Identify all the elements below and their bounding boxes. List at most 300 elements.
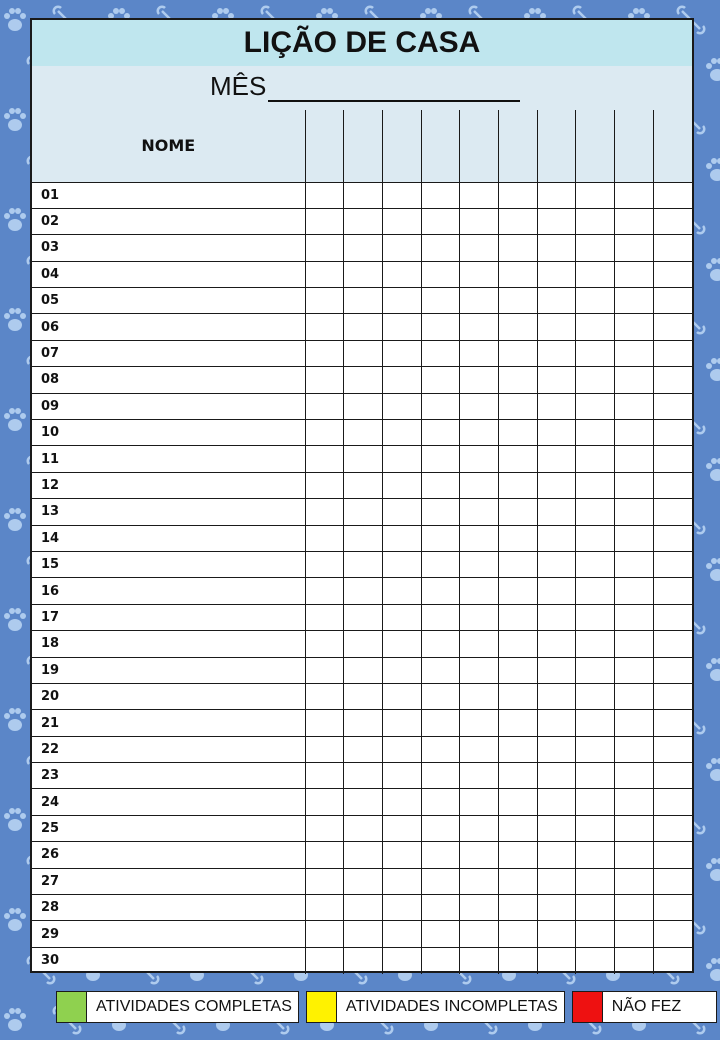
check-cell[interactable] bbox=[576, 182, 615, 208]
check-cell[interactable] bbox=[344, 393, 383, 419]
check-cell[interactable] bbox=[576, 657, 615, 683]
check-cell[interactable] bbox=[421, 420, 460, 446]
check-cell[interactable] bbox=[576, 895, 615, 921]
check-cell[interactable] bbox=[537, 921, 576, 947]
check-cell[interactable] bbox=[615, 499, 654, 525]
check-cell[interactable] bbox=[537, 657, 576, 683]
check-cell[interactable] bbox=[576, 736, 615, 762]
check-cell[interactable] bbox=[460, 710, 499, 736]
check-cell[interactable] bbox=[305, 551, 344, 577]
check-cell[interactable] bbox=[615, 525, 654, 551]
check-cell[interactable] bbox=[498, 736, 537, 762]
student-name-cell[interactable]: 17 bbox=[32, 604, 305, 630]
check-cell[interactable] bbox=[537, 235, 576, 261]
check-cell[interactable] bbox=[382, 763, 421, 789]
check-cell[interactable] bbox=[653, 314, 692, 340]
check-cell[interactable] bbox=[537, 815, 576, 841]
check-cell[interactable] bbox=[382, 710, 421, 736]
check-cell[interactable] bbox=[576, 921, 615, 947]
check-cell[interactable] bbox=[382, 472, 421, 498]
check-cell[interactable] bbox=[460, 314, 499, 340]
check-cell[interactable] bbox=[382, 288, 421, 314]
check-cell[interactable] bbox=[344, 551, 383, 577]
check-cell[interactable] bbox=[537, 182, 576, 208]
check-cell[interactable] bbox=[460, 551, 499, 577]
check-cell[interactable] bbox=[344, 631, 383, 657]
check-cell[interactable] bbox=[344, 499, 383, 525]
check-cell[interactable] bbox=[421, 499, 460, 525]
check-column-header[interactable] bbox=[305, 110, 344, 182]
check-cell[interactable] bbox=[498, 288, 537, 314]
check-column-header[interactable] bbox=[344, 110, 383, 182]
check-cell[interactable] bbox=[344, 314, 383, 340]
check-cell[interactable] bbox=[382, 631, 421, 657]
check-cell[interactable] bbox=[653, 657, 692, 683]
check-cell[interactable] bbox=[382, 736, 421, 762]
check-cell[interactable] bbox=[615, 657, 654, 683]
check-cell[interactable] bbox=[382, 446, 421, 472]
check-cell[interactable] bbox=[653, 604, 692, 630]
check-cell[interactable] bbox=[460, 657, 499, 683]
check-cell[interactable] bbox=[498, 551, 537, 577]
check-cell[interactable] bbox=[498, 631, 537, 657]
check-cell[interactable] bbox=[382, 578, 421, 604]
student-name-cell[interactable]: 02 bbox=[32, 208, 305, 234]
check-cell[interactable] bbox=[460, 288, 499, 314]
student-name-cell[interactable]: 01 bbox=[32, 182, 305, 208]
check-cell[interactable] bbox=[537, 288, 576, 314]
check-cell[interactable] bbox=[344, 420, 383, 446]
check-cell[interactable] bbox=[421, 472, 460, 498]
check-cell[interactable] bbox=[421, 208, 460, 234]
check-cell[interactable] bbox=[576, 525, 615, 551]
check-cell[interactable] bbox=[421, 657, 460, 683]
check-cell[interactable] bbox=[460, 340, 499, 366]
check-cell[interactable] bbox=[576, 393, 615, 419]
check-cell[interactable] bbox=[537, 868, 576, 894]
check-cell[interactable] bbox=[382, 551, 421, 577]
check-cell[interactable] bbox=[498, 710, 537, 736]
check-cell[interactable] bbox=[382, 235, 421, 261]
check-cell[interactable] bbox=[615, 288, 654, 314]
check-cell[interactable] bbox=[460, 868, 499, 894]
check-column-header[interactable] bbox=[460, 110, 499, 182]
check-cell[interactable] bbox=[653, 340, 692, 366]
month-input-line[interactable] bbox=[268, 100, 520, 102]
check-cell[interactable] bbox=[421, 367, 460, 393]
check-cell[interactable] bbox=[305, 683, 344, 709]
check-cell[interactable] bbox=[498, 789, 537, 815]
check-cell[interactable] bbox=[537, 314, 576, 340]
check-cell[interactable] bbox=[615, 895, 654, 921]
check-cell[interactable] bbox=[421, 921, 460, 947]
check-cell[interactable] bbox=[305, 367, 344, 393]
check-cell[interactable] bbox=[576, 578, 615, 604]
check-cell[interactable] bbox=[653, 763, 692, 789]
check-cell[interactable] bbox=[382, 499, 421, 525]
check-cell[interactable] bbox=[653, 472, 692, 498]
check-cell[interactable] bbox=[305, 631, 344, 657]
check-cell[interactable] bbox=[537, 789, 576, 815]
check-cell[interactable] bbox=[421, 604, 460, 630]
check-cell[interactable] bbox=[498, 420, 537, 446]
check-cell[interactable] bbox=[615, 789, 654, 815]
student-name-cell[interactable]: 05 bbox=[32, 288, 305, 314]
check-cell[interactable] bbox=[305, 657, 344, 683]
check-cell[interactable] bbox=[382, 868, 421, 894]
student-name-cell[interactable]: 13 bbox=[32, 499, 305, 525]
student-name-cell[interactable]: 21 bbox=[32, 710, 305, 736]
student-name-cell[interactable]: 06 bbox=[32, 314, 305, 340]
check-cell[interactable] bbox=[537, 763, 576, 789]
check-cell[interactable] bbox=[537, 472, 576, 498]
check-cell[interactable] bbox=[498, 367, 537, 393]
check-cell[interactable] bbox=[382, 393, 421, 419]
check-cell[interactable] bbox=[576, 446, 615, 472]
check-cell[interactable] bbox=[653, 895, 692, 921]
check-cell[interactable] bbox=[576, 314, 615, 340]
check-column-header[interactable] bbox=[382, 110, 421, 182]
student-name-cell[interactable]: 27 bbox=[32, 868, 305, 894]
check-cell[interactable] bbox=[421, 683, 460, 709]
check-cell[interactable] bbox=[344, 208, 383, 234]
check-cell[interactable] bbox=[460, 367, 499, 393]
check-cell[interactable] bbox=[421, 525, 460, 551]
check-cell[interactable] bbox=[537, 208, 576, 234]
check-cell[interactable] bbox=[537, 525, 576, 551]
check-cell[interactable] bbox=[344, 736, 383, 762]
check-cell[interactable] bbox=[576, 288, 615, 314]
check-cell[interactable] bbox=[576, 367, 615, 393]
check-cell[interactable] bbox=[498, 314, 537, 340]
check-cell[interactable] bbox=[576, 261, 615, 287]
check-cell[interactable] bbox=[421, 789, 460, 815]
check-cell[interactable] bbox=[653, 736, 692, 762]
check-cell[interactable] bbox=[344, 367, 383, 393]
check-cell[interactable] bbox=[460, 393, 499, 419]
check-cell[interactable] bbox=[305, 604, 344, 630]
check-cell[interactable] bbox=[421, 446, 460, 472]
check-cell[interactable] bbox=[305, 499, 344, 525]
check-cell[interactable] bbox=[537, 499, 576, 525]
check-cell[interactable] bbox=[653, 578, 692, 604]
check-cell[interactable] bbox=[344, 815, 383, 841]
student-name-cell[interactable]: 30 bbox=[32, 947, 305, 973]
check-cell[interactable] bbox=[653, 420, 692, 446]
check-cell[interactable] bbox=[498, 235, 537, 261]
check-cell[interactable] bbox=[460, 604, 499, 630]
check-cell[interactable] bbox=[537, 393, 576, 419]
check-cell[interactable] bbox=[537, 261, 576, 287]
check-cell[interactable] bbox=[421, 631, 460, 657]
check-cell[interactable] bbox=[653, 683, 692, 709]
check-cell[interactable] bbox=[653, 710, 692, 736]
check-cell[interactable] bbox=[305, 710, 344, 736]
check-cell[interactable] bbox=[344, 763, 383, 789]
check-cell[interactable] bbox=[421, 551, 460, 577]
check-cell[interactable] bbox=[344, 525, 383, 551]
check-cell[interactable] bbox=[382, 261, 421, 287]
check-cell[interactable] bbox=[460, 261, 499, 287]
check-cell[interactable] bbox=[421, 578, 460, 604]
check-cell[interactable] bbox=[537, 340, 576, 366]
check-cell[interactable] bbox=[576, 208, 615, 234]
check-cell[interactable] bbox=[615, 683, 654, 709]
check-cell[interactable] bbox=[576, 789, 615, 815]
check-cell[interactable] bbox=[653, 288, 692, 314]
check-cell[interactable] bbox=[305, 868, 344, 894]
check-cell[interactable] bbox=[615, 631, 654, 657]
check-cell[interactable] bbox=[421, 710, 460, 736]
check-cell[interactable] bbox=[615, 921, 654, 947]
check-column-header[interactable] bbox=[576, 110, 615, 182]
check-cell[interactable] bbox=[615, 367, 654, 393]
check-cell[interactable] bbox=[382, 604, 421, 630]
check-cell[interactable] bbox=[382, 657, 421, 683]
check-cell[interactable] bbox=[498, 657, 537, 683]
check-cell[interactable] bbox=[344, 947, 383, 973]
check-cell[interactable] bbox=[460, 815, 499, 841]
check-cell[interactable] bbox=[576, 842, 615, 868]
student-name-cell[interactable]: 25 bbox=[32, 815, 305, 841]
check-cell[interactable] bbox=[576, 763, 615, 789]
check-cell[interactable] bbox=[576, 815, 615, 841]
check-cell[interactable] bbox=[460, 578, 499, 604]
check-cell[interactable] bbox=[498, 208, 537, 234]
check-cell[interactable] bbox=[576, 604, 615, 630]
student-name-cell[interactable]: 19 bbox=[32, 657, 305, 683]
check-cell[interactable] bbox=[537, 683, 576, 709]
check-cell[interactable] bbox=[576, 710, 615, 736]
check-cell[interactable] bbox=[305, 789, 344, 815]
check-cell[interactable] bbox=[537, 604, 576, 630]
check-column-header[interactable] bbox=[421, 110, 460, 182]
check-cell[interactable] bbox=[382, 420, 421, 446]
check-cell[interactable] bbox=[421, 288, 460, 314]
check-cell[interactable] bbox=[653, 551, 692, 577]
check-cell[interactable] bbox=[460, 472, 499, 498]
student-name-cell[interactable]: 07 bbox=[32, 340, 305, 366]
check-cell[interactable] bbox=[344, 578, 383, 604]
check-cell[interactable] bbox=[537, 631, 576, 657]
check-cell[interactable] bbox=[421, 947, 460, 973]
check-cell[interactable] bbox=[305, 947, 344, 973]
check-cell[interactable] bbox=[615, 947, 654, 973]
check-cell[interactable] bbox=[653, 235, 692, 261]
student-name-cell[interactable]: 22 bbox=[32, 736, 305, 762]
check-cell[interactable] bbox=[421, 340, 460, 366]
check-cell[interactable] bbox=[305, 763, 344, 789]
check-cell[interactable] bbox=[382, 842, 421, 868]
check-cell[interactable] bbox=[344, 604, 383, 630]
check-cell[interactable] bbox=[460, 947, 499, 973]
check-cell[interactable] bbox=[576, 868, 615, 894]
student-name-cell[interactable]: 29 bbox=[32, 921, 305, 947]
check-cell[interactable] bbox=[576, 235, 615, 261]
check-cell[interactable] bbox=[653, 393, 692, 419]
check-cell[interactable] bbox=[305, 895, 344, 921]
check-cell[interactable] bbox=[421, 261, 460, 287]
check-cell[interactable] bbox=[460, 182, 499, 208]
check-cell[interactable] bbox=[653, 921, 692, 947]
check-cell[interactable] bbox=[615, 393, 654, 419]
check-cell[interactable] bbox=[305, 182, 344, 208]
check-cell[interactable] bbox=[421, 868, 460, 894]
check-cell[interactable] bbox=[615, 340, 654, 366]
check-cell[interactable] bbox=[537, 367, 576, 393]
check-column-header[interactable] bbox=[537, 110, 576, 182]
check-cell[interactable] bbox=[498, 895, 537, 921]
check-cell[interactable] bbox=[615, 472, 654, 498]
student-name-cell[interactable]: 03 bbox=[32, 235, 305, 261]
check-cell[interactable] bbox=[615, 261, 654, 287]
check-cell[interactable] bbox=[498, 868, 537, 894]
check-cell[interactable] bbox=[498, 261, 537, 287]
check-cell[interactable] bbox=[421, 895, 460, 921]
check-cell[interactable] bbox=[576, 499, 615, 525]
check-cell[interactable] bbox=[576, 340, 615, 366]
check-cell[interactable] bbox=[382, 815, 421, 841]
check-cell[interactable] bbox=[537, 446, 576, 472]
check-cell[interactable] bbox=[305, 235, 344, 261]
student-name-cell[interactable]: 12 bbox=[32, 472, 305, 498]
check-cell[interactable] bbox=[498, 763, 537, 789]
check-cell[interactable] bbox=[421, 182, 460, 208]
check-cell[interactable] bbox=[615, 578, 654, 604]
check-cell[interactable] bbox=[344, 235, 383, 261]
check-cell[interactable] bbox=[498, 182, 537, 208]
check-cell[interactable] bbox=[344, 895, 383, 921]
check-cell[interactable] bbox=[615, 763, 654, 789]
check-cell[interactable] bbox=[498, 499, 537, 525]
check-cell[interactable] bbox=[615, 208, 654, 234]
check-column-header[interactable] bbox=[615, 110, 654, 182]
student-name-cell[interactable]: 23 bbox=[32, 763, 305, 789]
student-name-cell[interactable]: 18 bbox=[32, 631, 305, 657]
check-cell[interactable] bbox=[305, 921, 344, 947]
check-cell[interactable] bbox=[615, 736, 654, 762]
student-name-cell[interactable]: 24 bbox=[32, 789, 305, 815]
check-cell[interactable] bbox=[576, 420, 615, 446]
check-cell[interactable] bbox=[653, 182, 692, 208]
check-cell[interactable] bbox=[305, 420, 344, 446]
check-cell[interactable] bbox=[460, 895, 499, 921]
check-cell[interactable] bbox=[653, 261, 692, 287]
check-cell[interactable] bbox=[382, 921, 421, 947]
check-cell[interactable] bbox=[305, 815, 344, 841]
check-cell[interactable] bbox=[382, 789, 421, 815]
check-cell[interactable] bbox=[382, 340, 421, 366]
student-name-cell[interactable]: 09 bbox=[32, 393, 305, 419]
student-name-cell[interactable]: 04 bbox=[32, 261, 305, 287]
check-cell[interactable] bbox=[421, 235, 460, 261]
check-cell[interactable] bbox=[537, 895, 576, 921]
check-cell[interactable] bbox=[537, 736, 576, 762]
check-cell[interactable] bbox=[653, 631, 692, 657]
check-cell[interactable] bbox=[460, 420, 499, 446]
check-cell[interactable] bbox=[344, 868, 383, 894]
check-cell[interactable] bbox=[615, 710, 654, 736]
check-cell[interactable] bbox=[305, 578, 344, 604]
student-name-cell[interactable]: 08 bbox=[32, 367, 305, 393]
check-cell[interactable] bbox=[460, 683, 499, 709]
check-cell[interactable] bbox=[460, 208, 499, 234]
check-cell[interactable] bbox=[615, 551, 654, 577]
check-cell[interactable] bbox=[344, 261, 383, 287]
check-cell[interactable] bbox=[344, 472, 383, 498]
check-cell[interactable] bbox=[382, 314, 421, 340]
check-cell[interactable] bbox=[653, 499, 692, 525]
student-name-cell[interactable]: 10 bbox=[32, 420, 305, 446]
check-cell[interactable] bbox=[460, 736, 499, 762]
check-cell[interactable] bbox=[344, 288, 383, 314]
check-cell[interactable] bbox=[498, 525, 537, 551]
check-cell[interactable] bbox=[537, 578, 576, 604]
student-name-cell[interactable]: 15 bbox=[32, 551, 305, 577]
check-cell[interactable] bbox=[421, 393, 460, 419]
check-column-header[interactable] bbox=[498, 110, 537, 182]
check-cell[interactable] bbox=[305, 525, 344, 551]
check-cell[interactable] bbox=[421, 815, 460, 841]
check-cell[interactable] bbox=[305, 736, 344, 762]
check-cell[interactable] bbox=[460, 499, 499, 525]
check-cell[interactable] bbox=[498, 604, 537, 630]
check-cell[interactable] bbox=[305, 340, 344, 366]
check-cell[interactable] bbox=[305, 288, 344, 314]
student-name-cell[interactable]: 11 bbox=[32, 446, 305, 472]
check-cell[interactable] bbox=[460, 631, 499, 657]
check-cell[interactable] bbox=[498, 340, 537, 366]
check-cell[interactable] bbox=[344, 710, 383, 736]
student-name-cell[interactable]: 16 bbox=[32, 578, 305, 604]
check-cell[interactable] bbox=[382, 895, 421, 921]
check-cell[interactable] bbox=[498, 683, 537, 709]
check-cell[interactable] bbox=[498, 393, 537, 419]
check-cell[interactable] bbox=[653, 446, 692, 472]
check-cell[interactable] bbox=[653, 842, 692, 868]
check-cell[interactable] bbox=[653, 868, 692, 894]
check-cell[interactable] bbox=[576, 631, 615, 657]
check-cell[interactable] bbox=[421, 314, 460, 340]
check-cell[interactable] bbox=[653, 815, 692, 841]
check-cell[interactable] bbox=[382, 208, 421, 234]
check-cell[interactable] bbox=[344, 789, 383, 815]
check-cell[interactable] bbox=[382, 683, 421, 709]
check-cell[interactable] bbox=[537, 551, 576, 577]
check-cell[interactable] bbox=[615, 868, 654, 894]
check-cell[interactable] bbox=[615, 604, 654, 630]
check-cell[interactable] bbox=[421, 736, 460, 762]
check-cell[interactable] bbox=[537, 947, 576, 973]
check-cell[interactable] bbox=[498, 921, 537, 947]
check-cell[interactable] bbox=[537, 710, 576, 736]
check-cell[interactable] bbox=[576, 683, 615, 709]
check-cell[interactable] bbox=[421, 763, 460, 789]
check-cell[interactable] bbox=[498, 446, 537, 472]
check-cell[interactable] bbox=[615, 235, 654, 261]
check-cell[interactable] bbox=[615, 446, 654, 472]
check-cell[interactable] bbox=[460, 789, 499, 815]
check-cell[interactable] bbox=[498, 472, 537, 498]
student-name-cell[interactable]: 26 bbox=[32, 842, 305, 868]
check-cell[interactable] bbox=[382, 525, 421, 551]
check-cell[interactable] bbox=[344, 182, 383, 208]
check-cell[interactable] bbox=[382, 182, 421, 208]
check-cell[interactable] bbox=[615, 182, 654, 208]
check-cell[interactable] bbox=[382, 367, 421, 393]
check-cell[interactable] bbox=[382, 947, 421, 973]
check-cell[interactable] bbox=[305, 446, 344, 472]
